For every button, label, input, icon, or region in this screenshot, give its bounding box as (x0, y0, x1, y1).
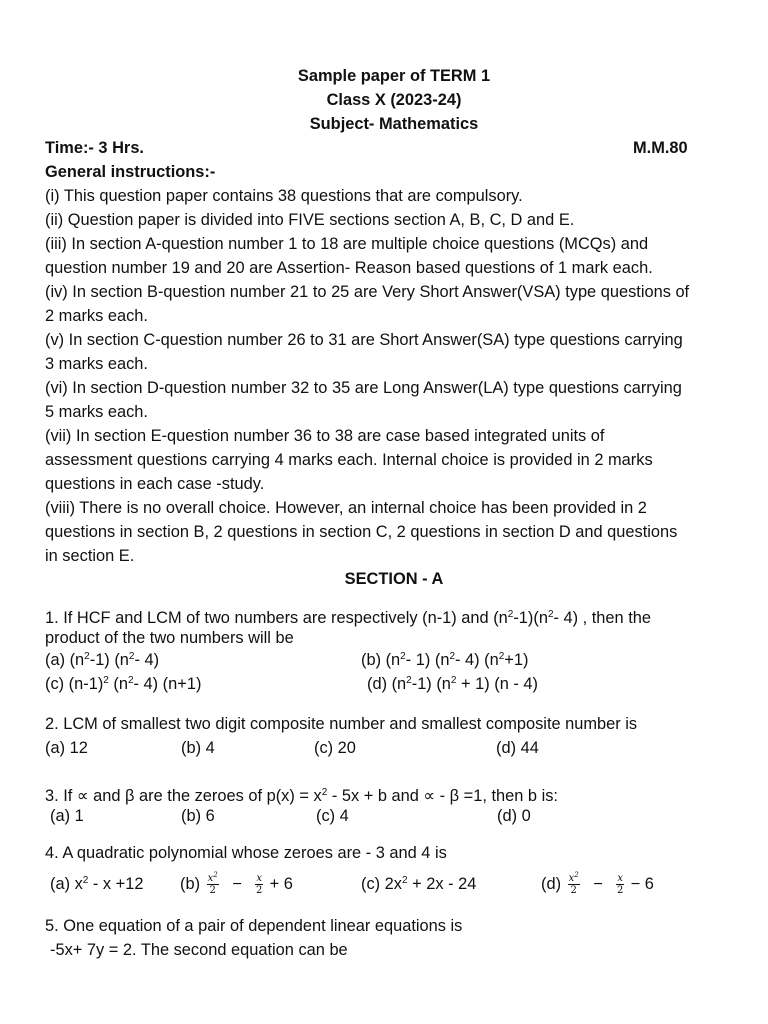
instruction-line: 2 marks each. (45, 307, 148, 325)
question-3-option-b: (b) 6 (181, 807, 215, 825)
question-2-option-b: (b) 4 (181, 739, 215, 757)
question-5-line-2: -5x+ 7y = 2. The second equation can be (50, 941, 348, 959)
instruction-line: questions in each case -study. (45, 475, 265, 493)
question-1-option-d: (d) $(n^2-1) (n^2 + 1)$ (n - 4) (367, 675, 538, 693)
class-line: Class X (2023-24) (326, 91, 462, 109)
instructions-heading: General instructions:- (45, 163, 216, 181)
question-1-option-c: (c) $(n-1)^2$ ($n^2-$ 4) (n+1) (45, 675, 202, 693)
instruction-line: (v) In section C-question number 26 to 31 are Short Answer(SA) type questions carrying (45, 331, 683, 349)
paper-title: Sample paper of TERM 1 (297, 67, 491, 85)
section-a-heading: SECTION - A (344, 570, 444, 588)
instruction-line: in section E. (45, 547, 135, 565)
instruction-line: (i) This question paper contains 38 questions that are compulsory. (45, 187, 523, 205)
fraction-x-squared-over-2: $\frac{x^2}{2}$ (207, 871, 218, 897)
instruction-line: (viii) There is no overall choice. However, an internal choice has been provided in 2 (45, 499, 647, 517)
instruction-line: 3 marks each. (45, 355, 148, 373)
question-2-text: 2. LCM of smallest two digit composite number and smallest composite number is (45, 715, 638, 733)
question-3-text: 3. If ∝ and β are the zeroes of $p(x) = x^2 - 5x + b$ and ∝ - β =1, then b is: (45, 787, 558, 805)
time-label: Time:- 3 Hrs. (45, 139, 144, 157)
fraction-x-over-2: $\frac{x}{2}$ (617, 873, 624, 897)
question-3-option-a: (a) 1 (50, 807, 84, 825)
question-5-line-1: 5. One equation of a pair of dependent linear equations is (45, 917, 463, 935)
instruction-line: (iii) In section A-question number 1 to 18 are multiple choice questions (MCQs) and (45, 235, 649, 253)
question-1-line-2: product of the two numbers will be (45, 629, 294, 647)
question-4-option-d: (d) $\frac{x^2}{2}$ − $\frac{x}{2}$ − 6 (541, 871, 654, 897)
question-1-option-a: (a) $(n^2-1)$ ($n^2-$ 4) (45, 651, 160, 669)
question-3-option-d: (d) 0 (497, 807, 531, 825)
question-4-text: 4. A quadratic polynomial whose zeroes are - 3 and 4 is (45, 844, 447, 862)
instruction-line: 5 marks each. (45, 403, 148, 421)
instruction-line: (iv) In section B-question number 21 to 25 are Very Short Answer(VSA) type questions of (45, 283, 690, 301)
instruction-line: (ii) Question paper is divided into FIVE sections section A, B, C, D and E. (45, 211, 575, 229)
question-4-option-a: (a) $x^2 - x +12$ (50, 875, 144, 893)
fraction-x-over-2: $\frac{x}{2}$ (256, 873, 263, 897)
question-1-line-1: 1. If HCF and LCM of two numbers are respectively (n-1) and $(n^2-1)(n^2-$ 4) , then the (45, 609, 651, 627)
instruction-line: (vi) In section D-question number 32 to 35 are Long Answer(LA) type questions carrying (45, 379, 682, 397)
question-1-option-b: (b) ($n^2-$ 1) ($n^2-$ 4) $(n^2+1)$ (361, 651, 529, 669)
instruction-line: (vii) In section E-question number 36 to 38 are case based integrated units of (45, 427, 605, 445)
question-4-option-b: (b) $\frac{x^2}{2}$ − $\frac{x}{2}$ + 6 (180, 871, 293, 897)
question-2-option-a: (a) 12 (45, 739, 88, 757)
subject-line: Subject- Mathematics (309, 115, 479, 133)
question-3-option-c: (c) 4 (316, 807, 349, 825)
question-2-option-c: (c) 20 (314, 739, 356, 757)
question-2-option-d: (d) 44 (496, 739, 539, 757)
question-4-option-c: (c) $2x^2 + 2x - 24$ (361, 875, 477, 893)
max-marks: M.M.80 (633, 139, 688, 157)
fraction-x-squared-over-2: $\frac{x^2}{2}$ (568, 871, 579, 897)
instruction-line: questions in section B, 2 questions in section C, 2 questions in section D and questions (45, 523, 678, 541)
instruction-line: assessment questions carrying 4 marks each. Internal choice is provided in 2 marks (45, 451, 653, 469)
instruction-line: question number 19 and 20 are Assertion- Reason based questions of 1 mark each. (45, 259, 653, 277)
